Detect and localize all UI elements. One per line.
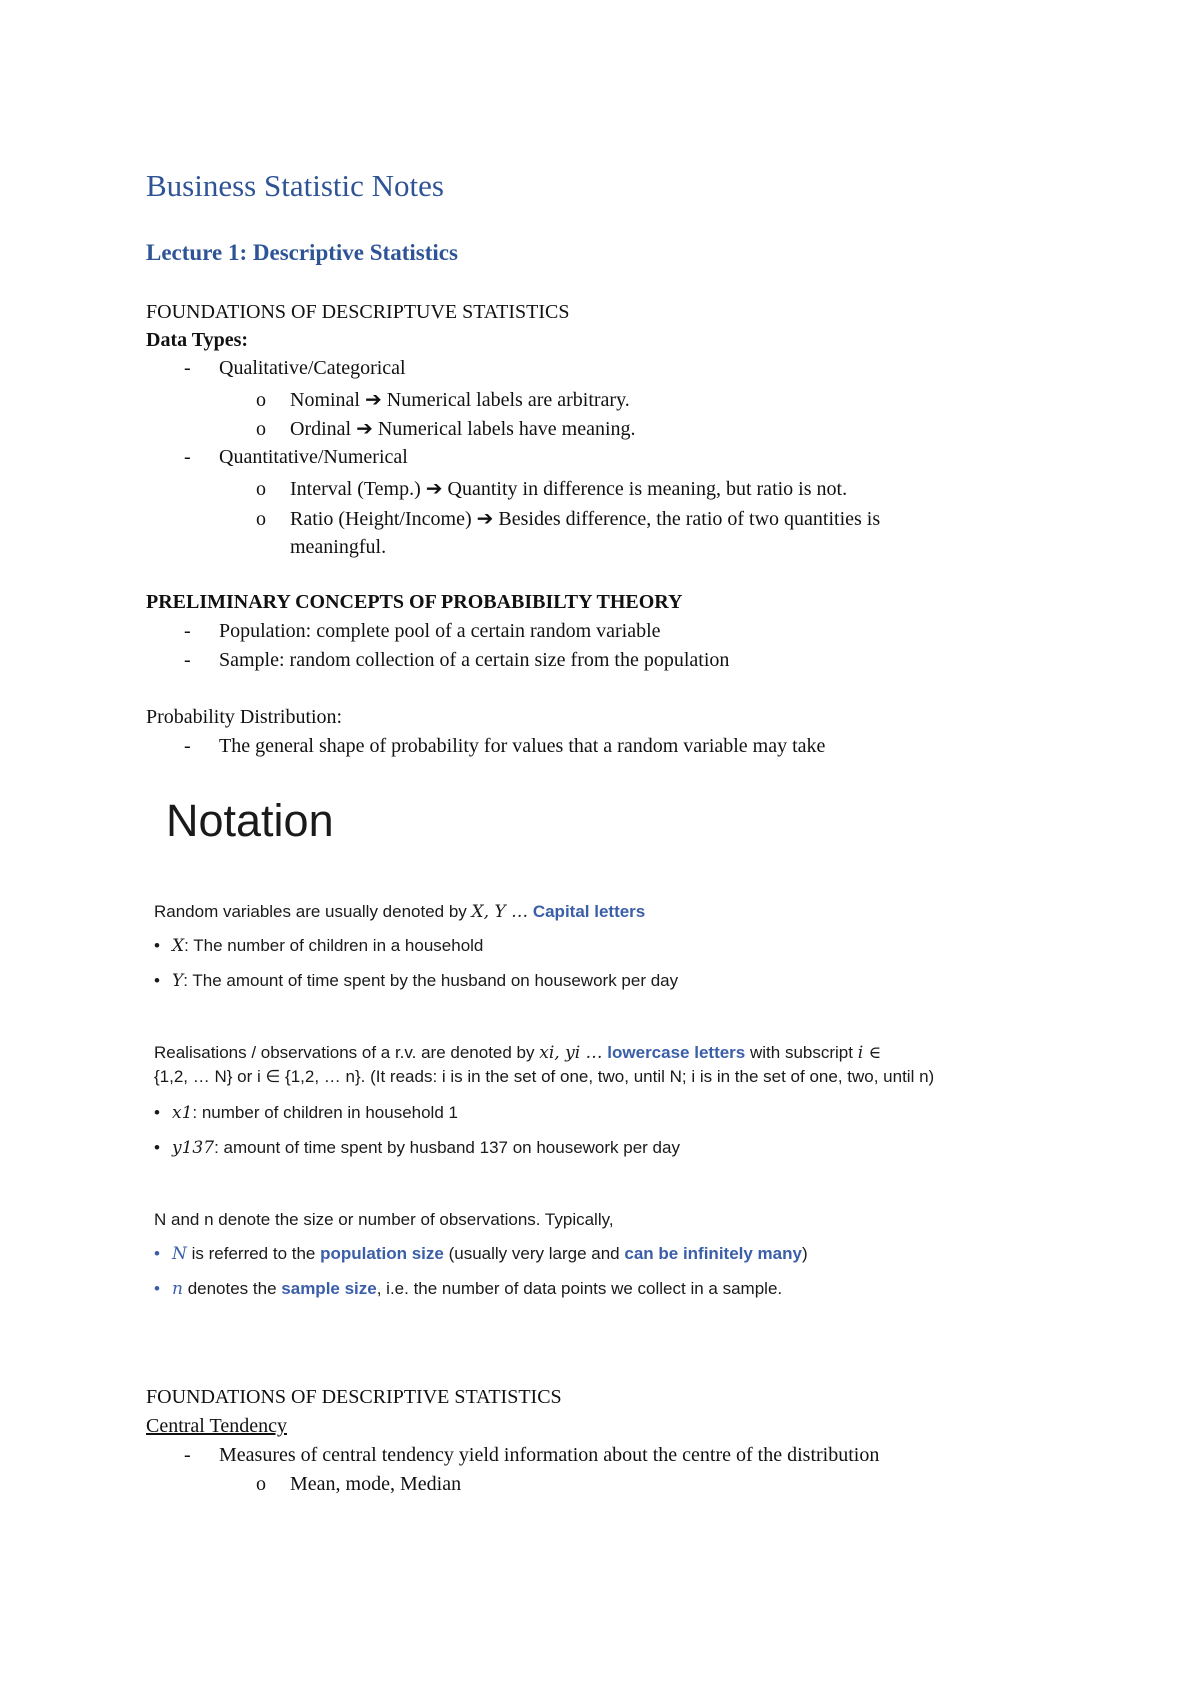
obs-bullet-x1	[154, 1103, 458, 1123]
list-item-text: The general shape of probability for values that a random variable may take	[219, 735, 826, 757]
dash-bullet: -	[184, 1444, 191, 1466]
math-symbol: i ∈	[857, 1043, 882, 1063]
text: Realisations / observations of a r.v. are denoted by	[154, 1043, 535, 1062]
size-bullet-N	[154, 1244, 808, 1264]
list-item-text: Quantitative/Numerical	[219, 446, 408, 468]
bullet-icon: •	[154, 1244, 160, 1263]
math-symbol: x1	[172, 1103, 193, 1123]
list-item-population	[184, 620, 661, 643]
o-bullet: o	[256, 418, 266, 440]
text: Random variables are usually denoted by	[154, 902, 467, 921]
list-item-measures	[184, 1444, 879, 1467]
math-symbol: Y	[172, 971, 184, 991]
text: : number of children in household 1	[192, 1103, 458, 1122]
o-bullet: o	[256, 389, 266, 411]
data-types-label: Data Types:	[146, 329, 249, 351]
text: : The amount of time spent by the husband on housework per day	[183, 971, 679, 990]
arrow-icon: ➔	[365, 389, 382, 411]
text: , i.e. the number of data points we collect in a sample.	[376, 1279, 783, 1298]
lecture-heading: Lecture 1: Descriptive Statistics	[146, 240, 458, 265]
obs-bullet-y137	[154, 1138, 680, 1158]
notation-title: Notation	[166, 795, 334, 846]
text: is referred to the	[191, 1244, 316, 1263]
list-item-ordinal	[256, 416, 636, 441]
arrow-icon: ➔	[476, 508, 494, 530]
math-symbol: N	[172, 1244, 187, 1264]
highlight-text: sample size	[281, 1279, 377, 1298]
section-heading-foundations-2: FOUNDATIONS OF DESCRIPTIVE STATISTICS	[146, 1386, 562, 1408]
bullet-icon: •	[154, 1138, 160, 1157]
math-symbols: xi, yi …	[539, 1043, 603, 1063]
document-title: Business Statistic Notes	[146, 168, 444, 203]
o-bullet: o	[256, 508, 266, 530]
bullet-icon: •	[154, 1279, 160, 1298]
text: )	[801, 1244, 808, 1263]
bullet-icon: •	[154, 1103, 160, 1122]
arrow-icon: ➔	[356, 418, 373, 440]
central-tendency-label: Central Tendency	[146, 1415, 287, 1437]
math-symbol: n	[172, 1279, 183, 1299]
section-heading-probability: PRELIMINARY CONCEPTS OF PROBABIBILTY THEORY	[146, 591, 683, 613]
text: with subscript	[749, 1043, 853, 1062]
rv-intro-line	[154, 902, 645, 922]
term: Nominal	[290, 389, 360, 411]
bullet-icon: •	[154, 936, 160, 955]
bullet-icon: •	[154, 971, 160, 990]
list-item-sample	[184, 649, 729, 672]
o-bullet: o	[256, 478, 266, 500]
list-item-mean-mode-median	[256, 1473, 461, 1496]
list-item-interval	[256, 476, 847, 501]
list-item-quantitative	[184, 446, 408, 469]
description: Besides difference, the ratio of two quantities is	[498, 508, 881, 530]
text: (usually very large and	[448, 1244, 620, 1263]
prob-dist-label: Probability Distribution:	[146, 706, 343, 728]
dash-bullet: -	[184, 620, 191, 642]
math-symbol: y137	[172, 1138, 215, 1158]
description: Numerical labels have meaning.	[377, 418, 636, 440]
o-bullet: o	[256, 1473, 266, 1495]
text: denotes the	[187, 1279, 277, 1298]
highlight-text: can be infinitely many	[624, 1244, 802, 1263]
text: : amount of time spent by husband 137 on housework per day	[214, 1138, 680, 1157]
description: Numerical labels are arbitrary.	[386, 389, 630, 411]
math-symbol: X	[172, 936, 185, 956]
list-item-text: Qualitative/Categorical	[219, 357, 406, 379]
dash-bullet: -	[184, 735, 191, 757]
list-item-nominal	[256, 387, 630, 412]
term: Interval (Temp.)	[290, 478, 421, 500]
realisation-line2: {1,2, … N} or i ∈ {1,2, … n}. (It reads: i is in the set of one, two, until N; i is in the set of one, two, until n)	[154, 1067, 935, 1086]
ratio-continuation: meaningful.	[290, 536, 387, 558]
dash-bullet: -	[184, 446, 191, 468]
dash-bullet: -	[184, 357, 191, 379]
list-item-text: Population: complete pool of a certain random variable	[219, 620, 661, 642]
section-heading-foundations: FOUNDATIONS OF DESCRIPTUVE STATISTICS	[146, 301, 570, 323]
term: Ratio (Height/Income)	[290, 508, 472, 530]
size-intro-line: N and n denote the size or number of observations. Typically,	[154, 1210, 614, 1229]
rv-bullet-x	[154, 936, 483, 956]
list-item-text: Sample: random collection of a certain size from the population	[219, 649, 730, 671]
arrow-icon: ➔	[425, 478, 443, 500]
description: Quantity in difference is meaning, but ratio is not.	[447, 478, 848, 500]
dash-bullet: -	[184, 649, 191, 671]
highlight-text: lowercase letters	[607, 1043, 746, 1062]
text: : The number of children in a household	[184, 936, 484, 955]
list-item-text: Measures of central tendency yield information about the centre of the distribution	[219, 1444, 880, 1466]
term: Ordinal	[290, 418, 352, 440]
rv-bullet-y	[154, 971, 678, 991]
size-bullet-n	[154, 1279, 782, 1299]
realisation-line1	[154, 1043, 881, 1063]
highlight-text: Capital letters	[532, 902, 646, 921]
list-item-qualitative	[184, 357, 406, 380]
list-item-prob-dist	[184, 735, 825, 758]
highlight-text: population size	[320, 1244, 444, 1263]
math-symbols: X, Y …	[471, 902, 529, 922]
list-item-text: Mean, mode, Median	[290, 1473, 462, 1495]
list-item-ratio	[256, 506, 880, 531]
